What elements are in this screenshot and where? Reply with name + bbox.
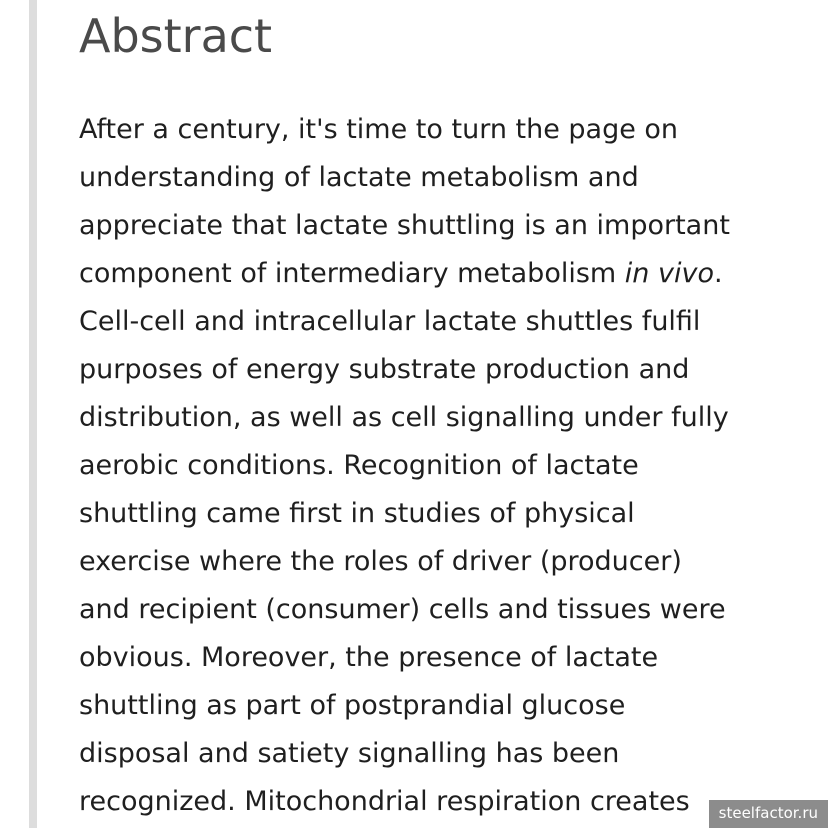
abstract-heading: Abstract xyxy=(79,9,273,63)
abstract-line: disposal and satiety signalling has been xyxy=(79,738,620,769)
line-text: . xyxy=(713,258,723,289)
abstract-line: exercise where the roles of driver (producer) xyxy=(79,546,682,577)
abstract-line: aerobic conditions. Recognition of lactate xyxy=(79,450,639,481)
abstract-line xyxy=(79,250,730,298)
abstract-line: appreciate that lactate shuttling is an important xyxy=(79,210,730,241)
abstract-line: purposes of energy substrate production and xyxy=(79,354,690,385)
abstract-line: and recipient (consumer) cells and tissues were xyxy=(79,594,726,625)
italic-term: in vivo xyxy=(624,258,714,289)
abstract-line: shuttling came first in studies of physical xyxy=(79,498,635,529)
blockquote-bar xyxy=(29,0,37,828)
line-text: component of intermediary metabolism xyxy=(79,258,625,289)
abstract-line: shuttling as part of postprandial glucose xyxy=(79,690,626,721)
abstract-line: After a century, it's time to turn the page on xyxy=(79,114,679,145)
abstract-line: obvious. Moreover, the presence of lactate xyxy=(79,642,659,673)
abstract-line: distribution, as well as cell signalling under fully xyxy=(79,402,729,433)
abstract-body xyxy=(79,106,730,826)
abstract-line: Cell-cell and intracellular lactate shuttles fulfil xyxy=(79,306,701,337)
abstract-line: recognized. Mitochondrial respiration creates xyxy=(79,786,690,817)
abstract-line: understanding of lactate metabolism and xyxy=(79,162,639,193)
watermark: steelfactor.ru xyxy=(709,800,828,828)
